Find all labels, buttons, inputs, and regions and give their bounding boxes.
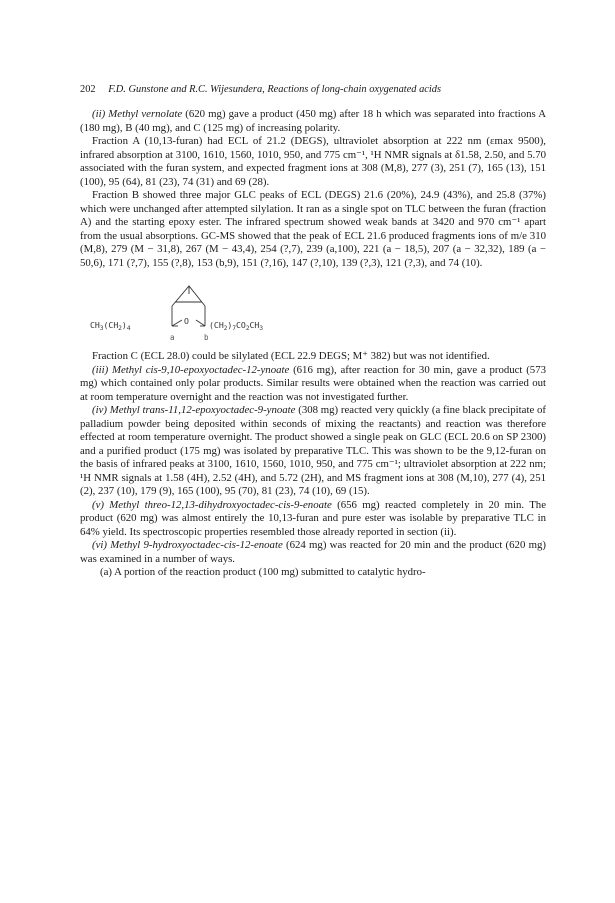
left-chain: $CH_3(CH_2)_4$	[90, 320, 131, 332]
paragraph-hydroxy: (vi) Methyl 9-hydroxyoctadec-cis-12-enoate (624 mg) was reacted for 20 min and the product (620 mg) was examined in a number of ways.	[80, 539, 546, 565]
section-heading: (iv) Methyl trans-11,12-epoxyoctadec-9-ynoate	[92, 404, 296, 416]
paragraph-vernolate: (ii) Methyl vernolate (620 mg) gave a product (450 mg) after 18 h which was separated into fractions A (180 mg), B (40 mg), and C (125 mg) of increasing polarity.	[80, 108, 547, 134]
running-head: F.D. Gunstone and R.C. Wijesundera, Reactions of long-chain oxygenated acids	[108, 84, 442, 95]
paragraph-fraction-c: Fraction C (ECL 28.0) could be silylated (ECL 22.9 DEGS; M⁺ 382) but was not identified.	[92, 350, 490, 362]
furan-structure	[80, 280, 546, 342]
section-heading: (iii) Methyl cis-9,10-epoxyoctadec-12-ynoate	[92, 363, 290, 376]
fragment-a-label: a	[170, 333, 175, 342]
paragraph-fraction-a: Fraction A (10,13-furan) had ECL of 21.2 (DEGS), ultraviolet absorption at 222 nm (εmax 9500), infrared absorption at 3100, 1610, 1560, 1010, 950, and 775 cm⁻¹, ¹H NMR signals at δ1.58, 2.50, and 5.70 associated with the furan system, and expected fragment ions at 308 (M,8), 277 (3), 251 (7), 165 (13), 151 (100), 95 (64), 81 (23), 74 (31) and 69 (28).	[80, 135, 546, 188]
fragment-b-label: b	[204, 333, 209, 342]
section-heading: (vi) Methyl 9-hydroxyoctadec-cis-12-enoate	[92, 539, 283, 551]
body-text	[80, 108, 546, 580]
paragraph-epoxyoctadec-ynoate: (iii) Methyl cis-9,10-epoxyoctadec-12-ynoate (616 mg), after reaction for 30 min, gave a product (573 mg) which contained only polar products. Similar results were obtained when the reaction was carried out at room temperature overnight and the reaction was not investigated further.	[80, 363, 546, 403]
paragraph-trans-epoxy: (iv) Methyl trans-11,12-epoxyoctadec-9-ynoate (308 mg) reacted very quickly (a fine black precipitate of palladium powder being deposited within seconds of mixing the reactants) and reaction was therefore effected at room temperature overnight. The product showed a single peak on GLC (ECL 20.6 on SP 2300) and a purified product (175 mg) was isolated by preparative TLC. This was shown to be the 9,12-furan on the basis of infrared peaks at 3100, 1610, 1560, 1010, 950, and 775 cm⁻¹; ultraviolet absorption at 222 nm; ¹H NMR signals at 1.58 (4H), 2.52 (4H), and 5.72 (2H), and MS fragment ions at 308 (M,10), 277 (4), 251 (2), 237 (10), 179 (9), 165 (100), 95 (70), 81 (23), 74 (10), 69 (15).	[80, 404, 547, 497]
furan-structure-drawing	[88, 280, 328, 342]
section-heading: (v) Methyl threo-12,13-dihydroxyoctadec-cis-9-enoate	[92, 498, 332, 511]
running-header	[80, 84, 560, 95]
paragraph-fraction-b: Fraction B showed three major GLC peaks of ECL (DEGS) 21.6 (20%), 24.9 (43%), and 25.8 (37%) which were unchanged after attempted silylation. It ran as a single spot on TLC between the furan (fraction A) and the starting epoxy ester. The infrared spectrum showed weak bands at 3420 and 970 cm⁻¹ apart from the usual absorptions. GC-MS showed that the peak of ECL 21.6 produced fragments ions of m/e 310 (M,8), 279 (M − 31,8), 267 (M − 43,4), 254 (?,7), 239 (a,100), 221 (a − 18,5), 207 (a − 32,32), 189 (a − 50,6), 171 (?,7), 155 (?,8), 153 (b,9), 151 (?,16), 147 (?,10), 139 (?,3), 121 (?,3), and 74 (10).	[80, 189, 546, 269]
right-chain: $(CH_2)_7CO_2CH_3$	[209, 320, 263, 332]
oxygen-label: O	[184, 316, 189, 326]
page-number: 202	[80, 84, 96, 95]
section-heading: (ii) Methyl vernolate	[92, 108, 183, 120]
paragraph-hydrogenation: (a) A portion of the reaction product (100 mg) submitted to catalytic hydro-	[100, 566, 426, 578]
paragraph-dihydroxy: (v) Methyl threo-12,13-dihydroxyoctadec-cis-9-enoate (656 mg) reacted completely in 20 min. The product (620 mg) was almost entirely the 10,13-furan and pure ester was isolable by preparative TLC in 64% yield. Its spectroscopic properties resembled those already reported in section (ii).	[80, 498, 546, 538]
